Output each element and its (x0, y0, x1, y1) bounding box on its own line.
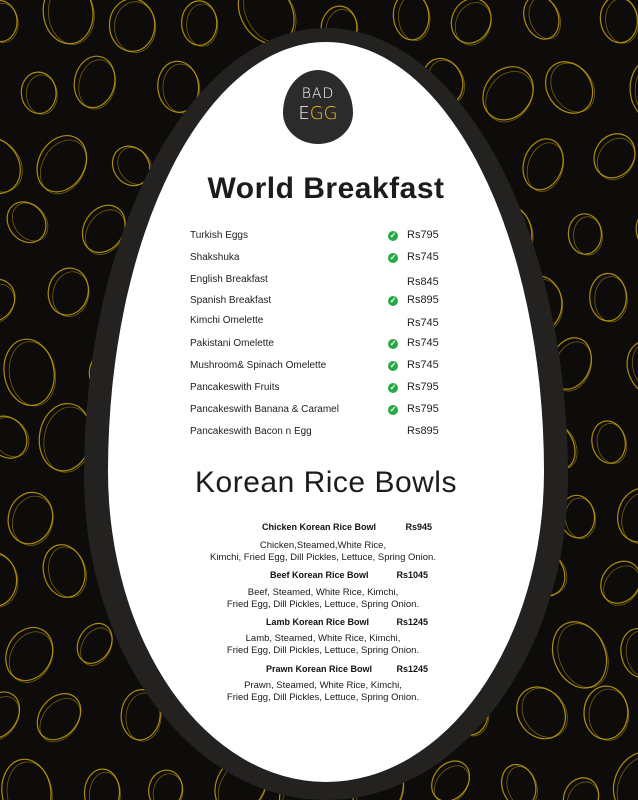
menu-item-name: Pancakeswith Bacon n Egg (190, 426, 312, 437)
menu-item-name: Pancakeswith Fruits (190, 382, 280, 393)
korean-rice-bowls-title: Korean Rice Bowls (195, 466, 457, 499)
bowl-price: Rs1245 (396, 664, 428, 674)
bowl-name: Lamb Korean Rice Bowl (266, 617, 370, 627)
menu-item (190, 336, 440, 354)
bowl-description (188, 633, 458, 657)
egg-outline-doodle (74, 622, 118, 671)
menu-item-name: Pakistani Omelette (190, 338, 274, 349)
egg-outline-doodle (513, 680, 577, 747)
egg-outline-doodle (145, 767, 185, 800)
egg-outline-doodle (584, 686, 629, 740)
egg-outline-doodle (40, 0, 97, 47)
bowl-price: Rs1045 (396, 570, 428, 580)
egg-outline-doodle (31, 132, 96, 202)
egg-outline-doodle (0, 549, 20, 610)
bowl-description-line: Prawn, Steamed, White Rice, Kimchi, (244, 680, 402, 691)
logo-letters-gg: GG (309, 103, 338, 124)
bowl-price: Rs1245 (396, 617, 428, 627)
bowl-description-line: Lamb, Steamed, White Rice, Kimchi, (245, 633, 401, 644)
bowl-description-line: Chicken,Steamed,White Rice, (259, 540, 387, 551)
veg-check-icon: ✓ (389, 361, 397, 370)
egg-outline-doodle (611, 482, 638, 548)
logo-letter-e: E (298, 103, 310, 124)
egg-outline-doodle (0, 756, 55, 800)
egg-outline-doodle (596, 559, 638, 613)
egg-outline-doodle (392, 0, 431, 41)
menu-item-price: Rs895 (407, 425, 439, 437)
egg-outline-doodle (622, 627, 638, 681)
menu-item-price: Rs845 (407, 276, 439, 288)
menu-item-name: Pancakeswith Banana & Caramel (190, 404, 339, 415)
menu-item-name: English Breakfast (190, 274, 268, 285)
menu-item-price: Rs795 (407, 403, 439, 415)
egg-outline-doodle (0, 0, 19, 43)
egg-outline-doodle (542, 55, 604, 120)
bowl-name: Chicken Korean Rice Bowl (262, 522, 377, 532)
egg-outline-doodle (568, 213, 603, 255)
bowl-heading (262, 522, 432, 536)
egg-outline-doodle (594, 276, 627, 322)
egg-outline-doodle (622, 332, 638, 406)
egg-outline-doodle (32, 691, 89, 750)
menu-item-name: Kimchi Omelette (190, 315, 264, 326)
veg-check-icon: ✓ (389, 296, 397, 305)
menu-item-price: Rs795 (407, 381, 439, 393)
egg-outline-doodle (0, 128, 33, 202)
world-breakfast-title: World Breakfast (207, 172, 445, 205)
bowl-description-line: Fried Egg, Dill Pickles, Lettuce, Spring Onion. (226, 599, 420, 610)
egg-outline-doodle (88, 772, 121, 800)
bowl-description-line: Beef, Steamed, White Rice, Kimchi, (247, 587, 399, 598)
bowl-description (188, 540, 458, 564)
bowl-name: Prawn Korean Rice Bowl (266, 664, 373, 674)
bowl-price: Rs945 (405, 522, 432, 532)
egg-outline-doodle (48, 268, 93, 320)
egg-outline-doodle (597, 0, 638, 45)
bowl-heading (262, 570, 432, 584)
egg-outline-doodle (0, 126, 31, 204)
egg-outline-doodle (629, 57, 638, 122)
egg-outline-doodle (557, 772, 604, 800)
egg-outline-doodle (629, 205, 638, 261)
veg-check-icon: ✓ (389, 405, 397, 414)
egg-outline-doodle (518, 0, 565, 44)
egg-outline-doodle (603, 0, 638, 45)
veg-check-icon: ✓ (389, 383, 397, 392)
menu-item (190, 228, 440, 246)
egg-outline-doodle (45, 0, 98, 47)
egg-outline-doodle (5, 196, 55, 248)
menu-item (190, 358, 440, 376)
egg-outline-doodle (0, 194, 54, 250)
egg-outline-doodle (543, 614, 616, 696)
menu-item-price: Rs795 (407, 229, 439, 241)
menu-item (190, 250, 440, 268)
egg-outline-doodle (523, 0, 566, 43)
egg-outline-doodle (28, 685, 89, 748)
bowl-description-line: Kimchi, Fried Egg, Dill Pickles, Lettuce, Spring Onion. (210, 552, 436, 563)
egg-outline-doodle (608, 749, 638, 800)
menu-item-name: Spanish Breakfast (190, 295, 272, 306)
egg-outline-doodle (573, 216, 604, 256)
veg-check-icon: ✓ (389, 231, 397, 240)
bowl-description-line: Fried Egg, Dill Pickles, Lettuce, Spring Onion. (226, 645, 420, 656)
egg-outline-doodle (186, 4, 218, 47)
egg-outline-doodle (476, 62, 543, 131)
menu-item (190, 293, 440, 311)
egg-outline-doodle (616, 330, 638, 408)
egg-outline-doodle (496, 760, 541, 800)
egg-outline-doodle (589, 689, 630, 741)
veg-check-icon: ✓ (389, 339, 397, 348)
egg-outline-doodle (0, 689, 27, 749)
menu-item (190, 424, 440, 442)
bowl-name: Beef Korean Rice Bowl (270, 570, 369, 580)
bowl-heading (262, 664, 432, 678)
menu-item-name: Shakshuka (190, 252, 240, 263)
egg-outline-doodle (0, 277, 22, 331)
menu-item (190, 313, 440, 331)
logo-word-egg (283, 103, 353, 124)
egg-outline-doodle (38, 540, 91, 602)
egg-outline-doodle (0, 552, 21, 610)
bowl-description (188, 680, 458, 704)
veg-check-icon: ✓ (389, 253, 397, 262)
egg-outline-doodle (5, 338, 61, 409)
menu-item-name: Turkish Eggs (190, 230, 248, 241)
egg-outline-doodle (502, 763, 542, 800)
menu-item-price: Rs745 (407, 359, 439, 371)
egg-outline-doodle (604, 744, 638, 800)
logo-word-bad: BAD (301, 86, 335, 102)
egg-outline-doodle (20, 71, 58, 115)
egg-outline-doodle (25, 74, 58, 115)
bowl-description-line: Fried Egg, Dill Pickles, Lettuce, Spring Onion. (226, 692, 420, 703)
egg-outline-doodle (586, 126, 638, 185)
bowl-heading (262, 617, 432, 631)
menu-item-price: Rs745 (407, 251, 439, 263)
menu-item (190, 272, 440, 290)
egg-outline-doodle (0, 271, 23, 329)
menu-item (190, 380, 440, 398)
menu-item-price: Rs745 (407, 337, 439, 349)
menu-item-price: Rs745 (407, 317, 439, 329)
menu-item-name: Mushroom& Spinach Omelette (190, 360, 327, 371)
egg-outline-doodle (114, 2, 155, 53)
egg-outline-doodle (593, 553, 638, 610)
bowl-description (188, 587, 458, 611)
egg-outline-doodle (70, 52, 120, 111)
menu-item (190, 402, 440, 420)
egg-outline-doodle (445, 0, 498, 49)
menu-item-price: Rs895 (407, 294, 439, 306)
